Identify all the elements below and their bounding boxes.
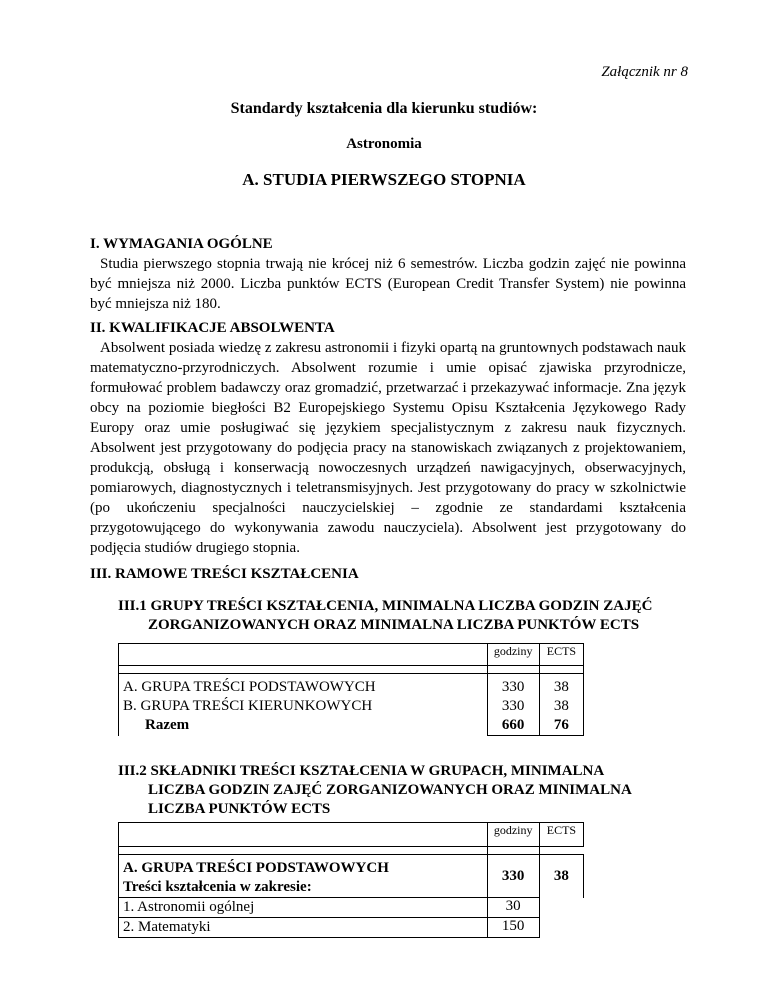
ects-value: 38 [553,698,569,714]
ects-value: 38 [553,679,569,695]
table-row [119,918,584,938]
subsection-3-2 [118,762,688,819]
subsection-line: III.2 SKŁADNIKI TREŚCI KSZTAŁCENIA W GRUPACH, MINIMALNA [118,763,605,779]
section-heading: III. RAMOWE TREŚCI KSZTAŁCENIA [90,566,359,582]
subsection-line: ZORGANIZOWANYCH ORAZ MINIMALNA LICZBA PUNKTÓW ECTS [148,617,640,633]
scope-label: Treści kształcenia w zakresie: [123,879,312,895]
table-row [119,898,584,918]
item-hours: 30 [487,898,539,918]
document-title: Standardy kształcenia dla kierunku studiów: [230,100,538,117]
group-hours: 330 [487,855,539,898]
group-label: A. GRUPA TREŚCI PODSTAWOWYCH [123,860,389,876]
section-heading: I. WYMAGANIA OGÓLNE [90,236,273,252]
hours-value: 330 [501,679,525,695]
groups-table [118,643,584,736]
group-ects: 38 [539,855,583,898]
section-text: Absolwent posiada wiedzę z zakresu astronomii i fizyki opartą na gruntownych podstawach nauk matematyczno-przyrodniczych. Absolwent rozumie i umie opisać zjawiska przyrodnicze, formułować problem badawczy oraz gromadzić, przetwarzać i przekazywać informacje. Zna język obcy na poziomie biegłości B2 Europejskiego Systemu Opisu Kształcenia Językowego Rady Europy oraz umie posługiwać się językiem specjalistycznym z zakresu nauk fizycznych. Absolwent jest przygotowany do podjęcia pracy na stanowiskach związanych z projektowaniem, produkcją, obsługą i konserwacją nowoczesnych urządzeń nawigacyjnych, obserwacyjnych, pomiarowych, diagnostycznych i teletransmisyjnych. Jest przygotowany do pracy w szkolnictwie (po ukończeniu specjalności nauczycielskiej – zgodnie ze standardami kształcenia przygotowującego do wykonywania zawodu nauczyciela). Absolwent jest przygotowany do podjęcia studiów drugiego stopnia. [90,340,686,556]
section-heading: II. KWALIFIKACJE ABSOLWENTA [90,320,335,336]
annex-label: Załącznik nr 8 [601,64,688,80]
hours-header: godziny [487,644,539,666]
ects-total: 76 [553,717,569,733]
section-curriculum-heading [90,564,686,584]
subsection-3-1 [118,597,688,635]
hours-total: 660 [501,717,525,733]
section-text: Studia pierwszego stopnia trwają nie krócej niż 6 semestrów. Liczba godzin zajęć nie powinna być mniejsza niż 2000. Liczba punktów ECTS (European Credit Transfer System) nie powinna być mniejsza niż 180. [90,256,686,312]
ects-header: ECTS [539,644,583,666]
subsection-line: III.1 GRUPY TREŚCI KSZTAŁCENIA, MINIMALNA LICZBA GODZIN ZAJĘĆ [118,598,653,614]
components-table [118,822,584,938]
hours-header: godziny [487,823,539,847]
subsection-line: LICZBA PUNKTÓW ECTS [148,801,331,817]
field-of-study: Astronomia [346,136,422,152]
subsection-line: LICZBA GODZIN ZAJĘĆ ZORGANIZOWANYCH ORAZ MINIMALNA [148,782,632,798]
study-level: A. STUDIA PIERWSZEGO STOPNIA [242,170,526,189]
hours-value: 330 [501,698,525,714]
section-general-requirements [90,234,686,314]
row-label: A. GRUPA TREŚCI PODSTAWOWYCH [123,679,376,695]
item-hours: 150 [487,918,539,938]
total-label: Razem [145,717,190,733]
item-label: 2. Matematyki [119,918,488,938]
item-label: 1. Astronomii ogólnej [119,898,488,918]
ects-header: ECTS [539,823,583,847]
table-row [119,674,584,736]
row-label: B. GRUPA TREŚCI KIERUNKOWYCH [123,698,373,714]
section-graduate-qualifications [90,318,686,558]
